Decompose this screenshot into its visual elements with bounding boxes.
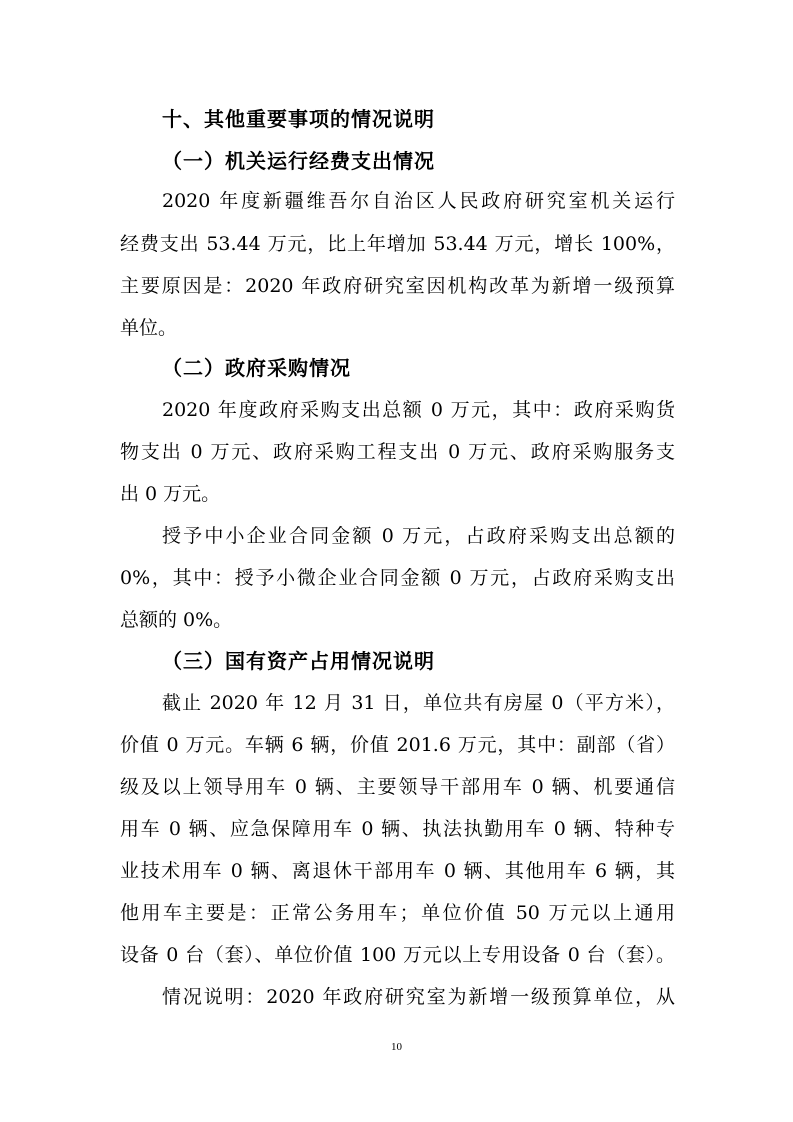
paragraph-line: 物支出 0 万元、政府采购工程支出 0 万元、政府采购服务支 [120, 441, 675, 463]
paragraph-line: 单位。 [120, 317, 178, 339]
paragraph-line: 主要原因是：2020 年政府研究室因机构改革为新增一级预算 [120, 275, 675, 297]
paragraph-line: 出 0 万元。 [120, 483, 221, 505]
paragraph-line: 授予中小企业合同金额 0 万元，占政府采购支出总额的 [162, 525, 675, 547]
paragraph-line: 设备 0 台（套）、单位价值 100 万元以上专用设备 0 台（套）。 [120, 944, 675, 966]
paragraph-line: 情况说明：2020 年政府研究室为新增一级预算单位，从 [162, 986, 675, 1008]
subsection-title-3: （三）国有资产占用情况说明 [162, 649, 435, 673]
paragraph-line: 用车 0 辆、应急保障用车 0 辆、执法执勤用车 0 辆、特种专 [120, 818, 675, 840]
subsection-title-2: （二）政府采购情况 [162, 356, 351, 380]
paragraph-line: 级及以上领导用车 0 辆、主要领导干部用车 0 辆、机要通信 [120, 776, 675, 798]
paragraph-line: 总额的 0%。 [120, 609, 233, 631]
paragraph-line: 2020 年度政府采购支出总额 0 万元，其中：政府采购货 [162, 399, 675, 421]
paragraph-line: 0%，其中：授予小微企业合同金额 0 万元，占政府采购支出 [120, 567, 675, 589]
page-number: 10 [391, 1041, 402, 1053]
paragraph-line: 截止 2020 年 12 月 31 日，单位共有房屋 0（平方米）， [162, 692, 675, 714]
section-title: 十、其他重要事项的情况说明 [162, 107, 435, 131]
paragraph-line: 他用车主要是：正常公务用车；单位价值 50 万元以上通用 [120, 902, 675, 924]
paragraph-line: 经费支出 53.44 万元，比上年增加 53.44 万元，增长 100%， [120, 233, 675, 255]
paragraph-line: 业技术用车 0 辆、离退休干部用车 0 辆、其他用车 6 辆，其 [120, 860, 675, 882]
subsection-title-1: （一）机关运行经费支出情况 [162, 149, 435, 173]
paragraph-line: 2020 年度新疆维吾尔自治区人民政府研究室机关运行 [162, 190, 675, 212]
paragraph-line: 价值 0 万元。车辆 6 辆，价值 201.6 万元，其中：副部（省） [120, 734, 675, 756]
